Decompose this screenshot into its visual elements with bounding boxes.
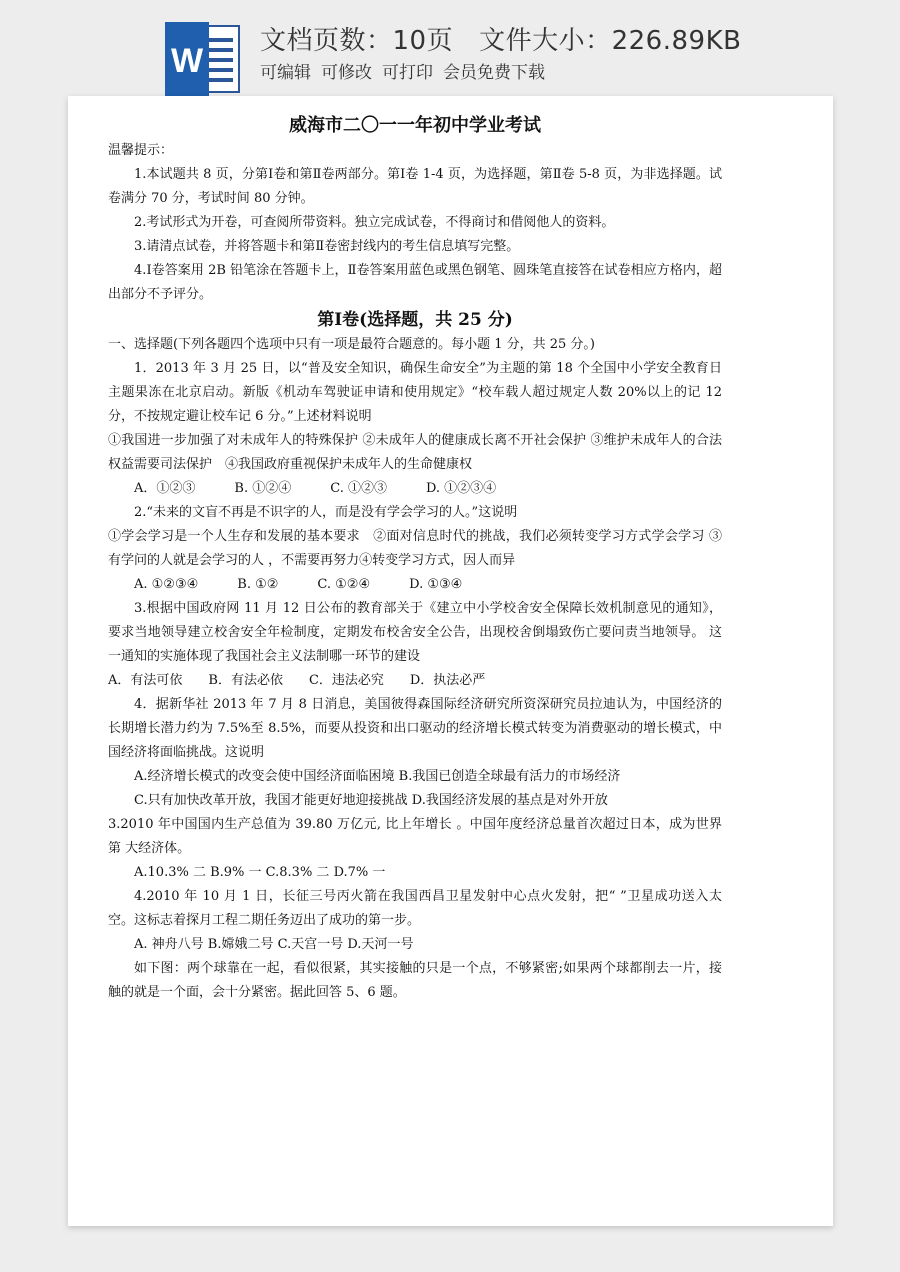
feature-editable: 可编辑 xyxy=(260,63,311,83)
feature-printable: 可打印 xyxy=(382,63,433,83)
notice-item: 3.请清点试卷，并将答题卡和第Ⅱ卷密封线内的考生信息填写完整。 xyxy=(134,239,520,254)
question-options: A. 神舟八号 B.嫦娥二号 C.天宫一号 D.天河一号 xyxy=(134,937,414,952)
question-stem: 3.2010 年中国国内生产总值为 39.80 万亿元, 比上年增长 。中国年度经济总量首次超过日本，成为世界第 大经济体。 xyxy=(108,817,722,856)
question-options: A．①②③ B. ①②④ C. ①②③ D. ①②③④ xyxy=(134,481,497,496)
question-items: ①我国进一步加强了对未成年人的特殊保护 ②未成年人的健康成长离不开社会保护 ③维护未成年人的合法权益需要司法保护 ④我国政府重视保护未成年人的生命健康权 xyxy=(108,433,722,472)
file-stats xyxy=(260,20,767,57)
question-stem: 3.根据中国政府网 11 月 12 日公布的教育部关于《建立中小学校舍安全保障长效机制意见的通知》，要求当地领导建立校舍安全年检制度，定期发布校舍安全公告，出现校舍倒塌致伤亡要问责当地领导。 这一通知的实施体现了我国社会主义法制哪一环节的建设 xyxy=(108,601,722,664)
notice-item: 2.考试形式为开卷，可查阅所带资料。独立完成试卷，不得商讨和借阅他人的资料。 xyxy=(134,215,615,230)
question-stem: 4.2010 年 10 月 1 日，长征三号丙火箭在我国西昌卫星发射中心点火发射，把“ ”卫星成功送入太空。这标志着探月工程二期任务迈出了成功的第一步。 xyxy=(108,889,722,928)
passage-text: 如下图：两个球靠在一起，看似很紧，其实接触的只是一个点，不够紧密;如果两个球都削去一片，接触的就是一个面，会十分紧密。据此回答 5、6 题。 xyxy=(108,961,722,1000)
feature-modifiable: 可修改 xyxy=(321,63,372,83)
svg-text:W: W xyxy=(170,42,204,80)
question-options: A．有法可依 B．有法必依 C．违法必究 D．执法必严 xyxy=(108,673,486,688)
document-info-banner xyxy=(0,0,900,96)
word-document-icon xyxy=(165,22,243,96)
notice-item: 4.Ⅰ卷答案用 2B 铅笔涂在答题卡上，Ⅱ卷答案用蓝色或黑色钢笔、圆珠笔直接答在试卷相应方格内，超出部分不予评分。 xyxy=(108,263,722,302)
question-stem: 1．2013 年 3 月 25 日，以“普及安全知识，确保生命安全”为主题的第 18 个全国中小学安全教育日主题果冻在北京启动。新版《机动车驾驶证申请和使用规定》“校车载人超过规定人数 20%以上的记 12 分，不按规定避让校车记 6 分。”上述材料说明 xyxy=(108,361,722,424)
question-options: A. ①②③④ B. ①② C. ①②④ D. ①③④ xyxy=(134,577,463,592)
question-stem: 4．据新华社 2013 年 7 月 8 日消息，美国彼得森国际经济研究所资深研究员拉迪认为，中国经济的长期增长潜力约为 7.5%至 8.5%，而要从投资和出口驱动的经济增长模式转变为消费驱动的增长模式，中国经济将面临挑战。这说明 xyxy=(108,697,722,760)
feature-list xyxy=(260,58,555,83)
section-title: 第Ⅰ卷(选择题，共 25 分) xyxy=(317,310,513,330)
feature-free-download: 会员免费下载 xyxy=(443,63,545,83)
question-items: ①学会学习是一个人生存和发展的基本要求 ②面对信息时代的挑战，我们必须转变学习方式学会学习 ③有学问的人就是会学习的人 ，不需要再努力④转变学习方式，因人而异 xyxy=(108,529,722,568)
question-options: A.10.3% 二 B.9% 一 C.8.3% 二 D.7% 一 xyxy=(134,865,386,880)
notice-item: 1.本试题共 8 页，分第Ⅰ卷和第Ⅱ卷两部分。第Ⅰ卷 1-4 页，为选择题，第Ⅱ卷 5-8 页，为非选择题。试卷满分 70 分，考试时间 80 分钟。 xyxy=(108,167,722,206)
question-options: A.经济增长模式的改变会使中国经济面临困境 B.我国已创造全球最有活力的市场经济 xyxy=(134,769,621,784)
document-content xyxy=(108,113,722,1005)
section-intro: 一、选择题(下列各题四个选项中只有一项是最符合题意的。每小题 1 分，共 25 分。) xyxy=(108,337,595,352)
notice-label: 温馨提示： xyxy=(108,143,174,158)
file-size: 文件大小：226.89KB xyxy=(479,26,742,56)
document-title: 威海市二〇一一年初中学业考试 xyxy=(289,115,541,136)
question-stem: 2.“未来的文盲不再是不识字的人，而是没有学会学习的人。”这说明 xyxy=(134,505,518,520)
page-count: 文档页数：10页 xyxy=(260,26,454,56)
question-options: C.只有加快改革开放，我国才能更好地迎接挑战 D.我国经济发展的基点是对外开放 xyxy=(134,793,608,808)
